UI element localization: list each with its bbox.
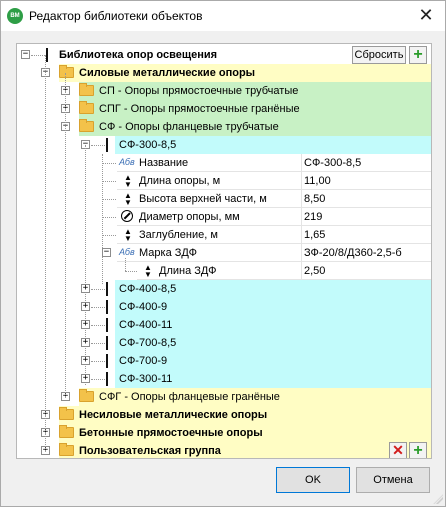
- property-name: Название: [139, 157, 189, 169]
- expand-icon[interactable]: +: [62, 85, 69, 95]
- delete-group-button[interactable]: ✕: [389, 442, 407, 459]
- subgroup-label: СП - Опоры прямостоечные трубчатые: [99, 85, 299, 97]
- expand-icon[interactable]: +: [42, 445, 49, 455]
- item-label: СФ-700-8,5: [119, 337, 177, 349]
- item-label: СФ-300-11: [119, 373, 173, 385]
- property-row[interactable]: [17, 262, 431, 280]
- item-label: СФ-700-9: [119, 355, 168, 367]
- cancel-button[interactable]: Отмена: [356, 467, 430, 493]
- item-marker-icon: [106, 318, 108, 332]
- folder-icon: [79, 391, 94, 402]
- property-row-zdf[interactable]: [17, 244, 431, 262]
- add-item-button[interactable]: +: [409, 442, 427, 459]
- property-value[interactable]: 11,00: [301, 172, 331, 190]
- expand-icon[interactable]: +: [62, 391, 69, 401]
- group-label: Пользовательская группа: [79, 445, 221, 457]
- group-row-nonpower-metal[interactable]: [17, 406, 431, 424]
- item-marker-icon: [106, 138, 108, 152]
- subgroup-row-sfg[interactable]: [17, 388, 431, 406]
- property-row[interactable]: [17, 154, 431, 172]
- subgroup-row-spg[interactable]: [17, 100, 431, 118]
- expand-icon[interactable]: +: [82, 373, 89, 383]
- tree-item[interactable]: [17, 316, 431, 334]
- item-label: СФ-400-9: [119, 301, 168, 313]
- subgroup-row-sf[interactable]: [17, 118, 431, 136]
- item-marker-icon: [106, 282, 108, 296]
- subgroup-label: СФГ - Опоры фланцевые гранёные: [99, 391, 280, 403]
- collapse-icon[interactable]: −: [22, 49, 29, 59]
- expand-icon[interactable]: +: [82, 355, 89, 365]
- expand-icon[interactable]: +: [62, 103, 69, 113]
- folder-icon: [59, 67, 74, 78]
- folder-icon: [79, 121, 94, 132]
- group-row-user[interactable]: [17, 442, 431, 459]
- subgroup-label: СФ - Опоры фланцевые трубчатые: [99, 121, 279, 133]
- reset-button[interactable]: Сбросить: [352, 46, 406, 64]
- expand-icon[interactable]: +: [82, 283, 89, 293]
- subgroup-label: СПГ - Опоры прямостоечные гранёные: [99, 103, 300, 115]
- item-marker-icon: [106, 336, 108, 350]
- group-row-power-metal[interactable]: [17, 64, 431, 82]
- item-marker-icon: [46, 48, 48, 62]
- tree-item[interactable]: [17, 352, 431, 370]
- folder-icon: [59, 409, 74, 420]
- expand-icon[interactable]: +: [82, 301, 89, 311]
- collapse-icon[interactable]: −: [62, 121, 69, 131]
- folder-icon: [79, 85, 94, 96]
- group-label: Силовые металлические опоры: [79, 67, 256, 79]
- property-name: Диаметр опоры, мм: [139, 211, 240, 223]
- property-row[interactable]: [17, 172, 431, 190]
- item-marker-icon: [106, 300, 108, 314]
- expand-icon[interactable]: +: [82, 319, 89, 329]
- resize-grip-icon[interactable]: [433, 494, 443, 504]
- folder-icon: [79, 103, 94, 114]
- property-value[interactable]: 219: [301, 208, 322, 226]
- property-value[interactable]: ЗФ-20/8/Д360-2,5-б: [301, 244, 402, 262]
- window-title: Редактор библиотеки объектов: [29, 9, 203, 23]
- property-name: Марка ЗДФ: [139, 247, 197, 259]
- item-marker-icon: [106, 354, 108, 368]
- expand-icon[interactable]: +: [42, 427, 49, 437]
- tree-item[interactable]: [17, 280, 431, 298]
- collapse-icon[interactable]: −: [82, 139, 89, 149]
- diameter-icon: [121, 210, 133, 222]
- group-label: Бетонные прямостоечные опоры: [79, 427, 263, 439]
- property-row[interactable]: [17, 226, 431, 244]
- item-label: СФ-300-8,5: [119, 139, 177, 151]
- tree-item-selected[interactable]: [17, 136, 431, 154]
- title-bar: [1, 1, 445, 31]
- property-value[interactable]: 2,50: [301, 262, 325, 280]
- library-tree[interactable]: [16, 43, 432, 459]
- folder-icon: [59, 445, 74, 456]
- height-icon: ▲ ▼: [144, 263, 152, 279]
- group-row-concrete[interactable]: [17, 424, 431, 442]
- height-icon: ▲ ▼: [124, 191, 132, 207]
- property-value[interactable]: 1,65: [301, 226, 325, 244]
- property-value[interactable]: СФ-300-8,5: [301, 154, 361, 172]
- abv-icon: Абв: [119, 157, 135, 167]
- property-row[interactable]: [17, 208, 431, 226]
- collapse-icon[interactable]: −: [42, 67, 49, 77]
- collapse-icon[interactable]: −: [103, 247, 110, 257]
- expand-icon[interactable]: +: [42, 409, 49, 419]
- item-label: СФ-400-11: [119, 319, 173, 331]
- app-icon: BM: [7, 8, 23, 24]
- item-marker-icon: [106, 372, 108, 386]
- property-name: Заглубление, м: [139, 229, 218, 241]
- height-icon: ▲ ▼: [124, 227, 132, 243]
- property-name: Длина опоры, м: [139, 175, 221, 187]
- tree-item[interactable]: [17, 298, 431, 316]
- height-icon: ▲ ▼: [124, 173, 132, 189]
- folder-icon: [59, 427, 74, 438]
- property-row[interactable]: [17, 190, 431, 208]
- group-label: Несиловые металлические опоры: [79, 409, 268, 421]
- tree-root[interactable]: [17, 46, 431, 64]
- abv-icon: Абв: [119, 247, 135, 257]
- property-name: Высота верхней части, м: [139, 193, 267, 205]
- ok-button[interactable]: OK: [276, 467, 350, 493]
- property-name: Длина ЗДФ: [159, 265, 217, 277]
- item-label: СФ-400-8,5: [119, 283, 177, 295]
- tree-item[interactable]: [17, 334, 431, 352]
- tree-item[interactable]: [17, 370, 431, 388]
- property-value[interactable]: 8,50: [301, 190, 325, 208]
- close-icon[interactable]: ✕: [418, 5, 434, 25]
- add-group-button[interactable]: +: [409, 46, 427, 64]
- subgroup-row-sp[interactable]: [17, 82, 431, 100]
- tree-root-label: Библиотека опор освещения: [59, 49, 218, 61]
- expand-icon[interactable]: +: [82, 337, 89, 347]
